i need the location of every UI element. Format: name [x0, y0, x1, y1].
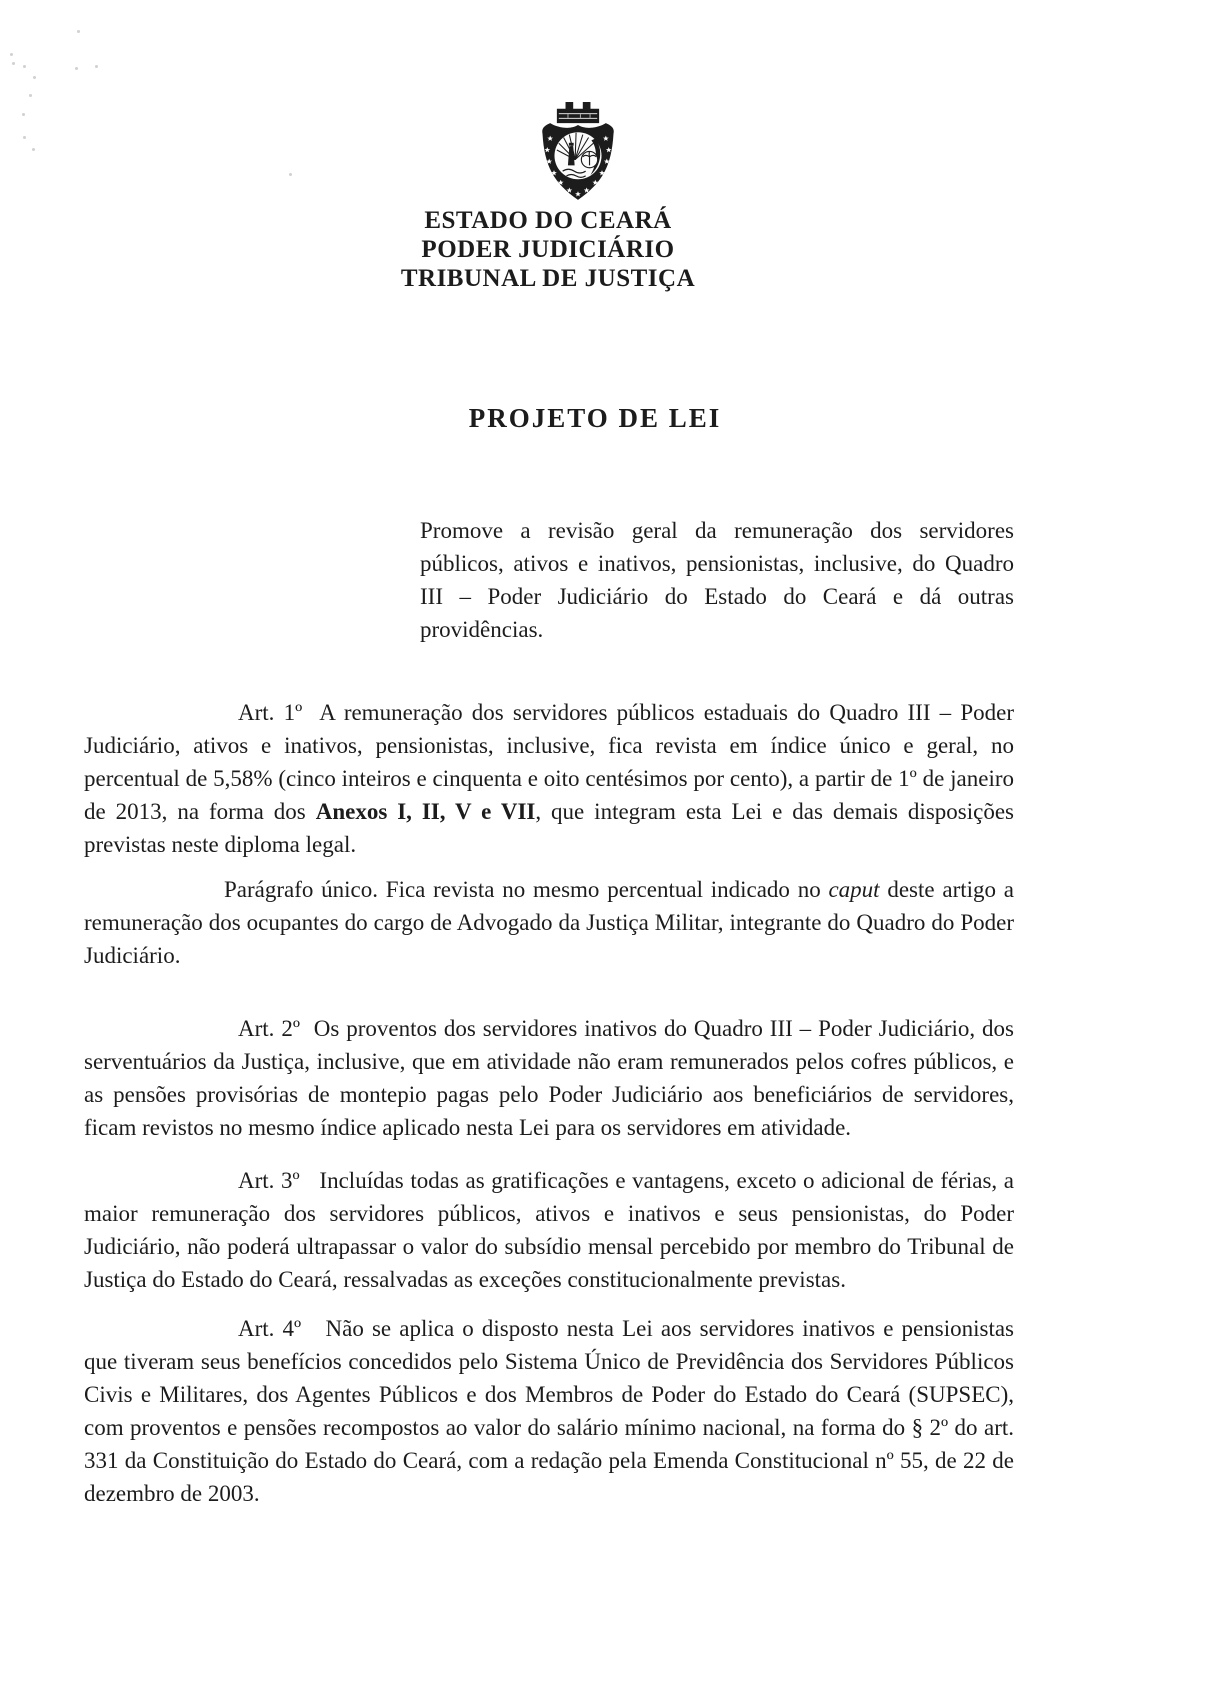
article-2: Art. 2º Os proventos dos servidores inativos do Quadro III – Poder Judiciário, dos serventuários da Justiça, inclusive, que em atividade não eram remunerados pelos cofres públicos, e as pensões provisórias de montepio pagas pelo Poder Judiciário aos beneficiários de servidores, ficam revistos no mesmo índice aplicado nesta Lei para os servidores em atividade.	[84, 1016, 1014, 1140]
scan-speck	[23, 136, 26, 139]
letterhead	[0, 0, 1216, 293]
paragrafo-unico	[84, 873, 1014, 972]
article-4: Art. 4º Não se aplica o disposto nesta Lei aos servidores inativos e pensionistas que tiveram seus benefícios concedidos pelo Sistema Único de Previdência dos Servidores Públicos Civis e Militares, dos Agentes Públicos e dos Membros de Poder do Estado do Ceará (SUPSEC), com proventos e pensões recompostos ao valor do salário mínimo nacional, na forma do § 2º do art. 331 da Constituição do Estado do Ceará, com a redação pela Emenda Constitucional nº 55, de 22 de dezembro de 2003.	[84, 1316, 1014, 1506]
scan-speck	[75, 67, 78, 70]
ceara-coat-of-arms-icon	[530, 98, 626, 202]
scan-speck	[29, 94, 32, 97]
scan-speck	[289, 173, 292, 176]
scan-speck	[77, 30, 80, 33]
org-line-branch: PODER JUDICIÁRIO	[421, 236, 675, 263]
org-line-state: ESTADO DO CEARÁ	[424, 207, 672, 234]
document-title: PROJETO DE LEI	[468, 403, 722, 433]
org-line-court: TRIBUNAL DE JUSTIÇA	[400, 265, 696, 292]
article-1-text-end: , que integram esta Lei e das demais disposições previstas neste diploma legal.	[84, 799, 1014, 857]
scan-speck	[23, 65, 26, 68]
article-3: Art. 3º Incluídas todas as gratificações e vantagens, exceto o adicional de férias, a maior remuneração dos servidores públicos, ativos e inativos e seus pensionistas, do Poder Judiciário, não poderá ultrapassar o valor do subsídio mensal percebido por membro do Tribunal de Justiça do Estado do Ceará, ressalvadas as exceções constitucionalmente previstas.	[84, 1168, 1014, 1292]
article-1	[84, 696, 1014, 861]
org-lines	[0, 206, 1156, 293]
scan-speck	[95, 65, 98, 68]
article-1-text: Art. 1º A remuneração dos servidores públicos estaduais do Quadro III – Poder Judiciário, ativos e inativos, pensionistas, inclusive, fica revista em índice único e geral, no percentual de 5,58% (cinco inteiros e cinquenta e oito centésimos por cento), a partir de 1º de janeiro de 2013, na forma dos	[84, 700, 1014, 824]
scan-speck	[12, 62, 15, 65]
article-1-annexes-bold: Anexos I, II, V e VII	[315, 799, 536, 824]
scan-speck	[22, 113, 25, 116]
document-body	[84, 514, 1014, 1510]
scan-speck	[32, 148, 35, 151]
scan-speck	[33, 76, 36, 79]
paragrafo-unico-text-end: deste artigo a remuneração dos ocupantes do cargo de Advogado da Justiça Militar, integrante do Quadro do Poder Judiciário.	[84, 877, 1014, 968]
scan-speck	[10, 53, 13, 56]
ementa-summary: Promove a revisão geral da remuneração dos servidores públicos, ativos e inativos, pensionistas, inclusive, do Quadro III – Poder Judiciário do Estado do Ceará e dá outras providências.	[420, 518, 1014, 642]
paragrafo-unico-caput-italic: caput	[828, 877, 880, 902]
paragrafo-unico-text: Parágrafo único. Fica revista no mesmo percentual indicado no	[224, 877, 829, 902]
